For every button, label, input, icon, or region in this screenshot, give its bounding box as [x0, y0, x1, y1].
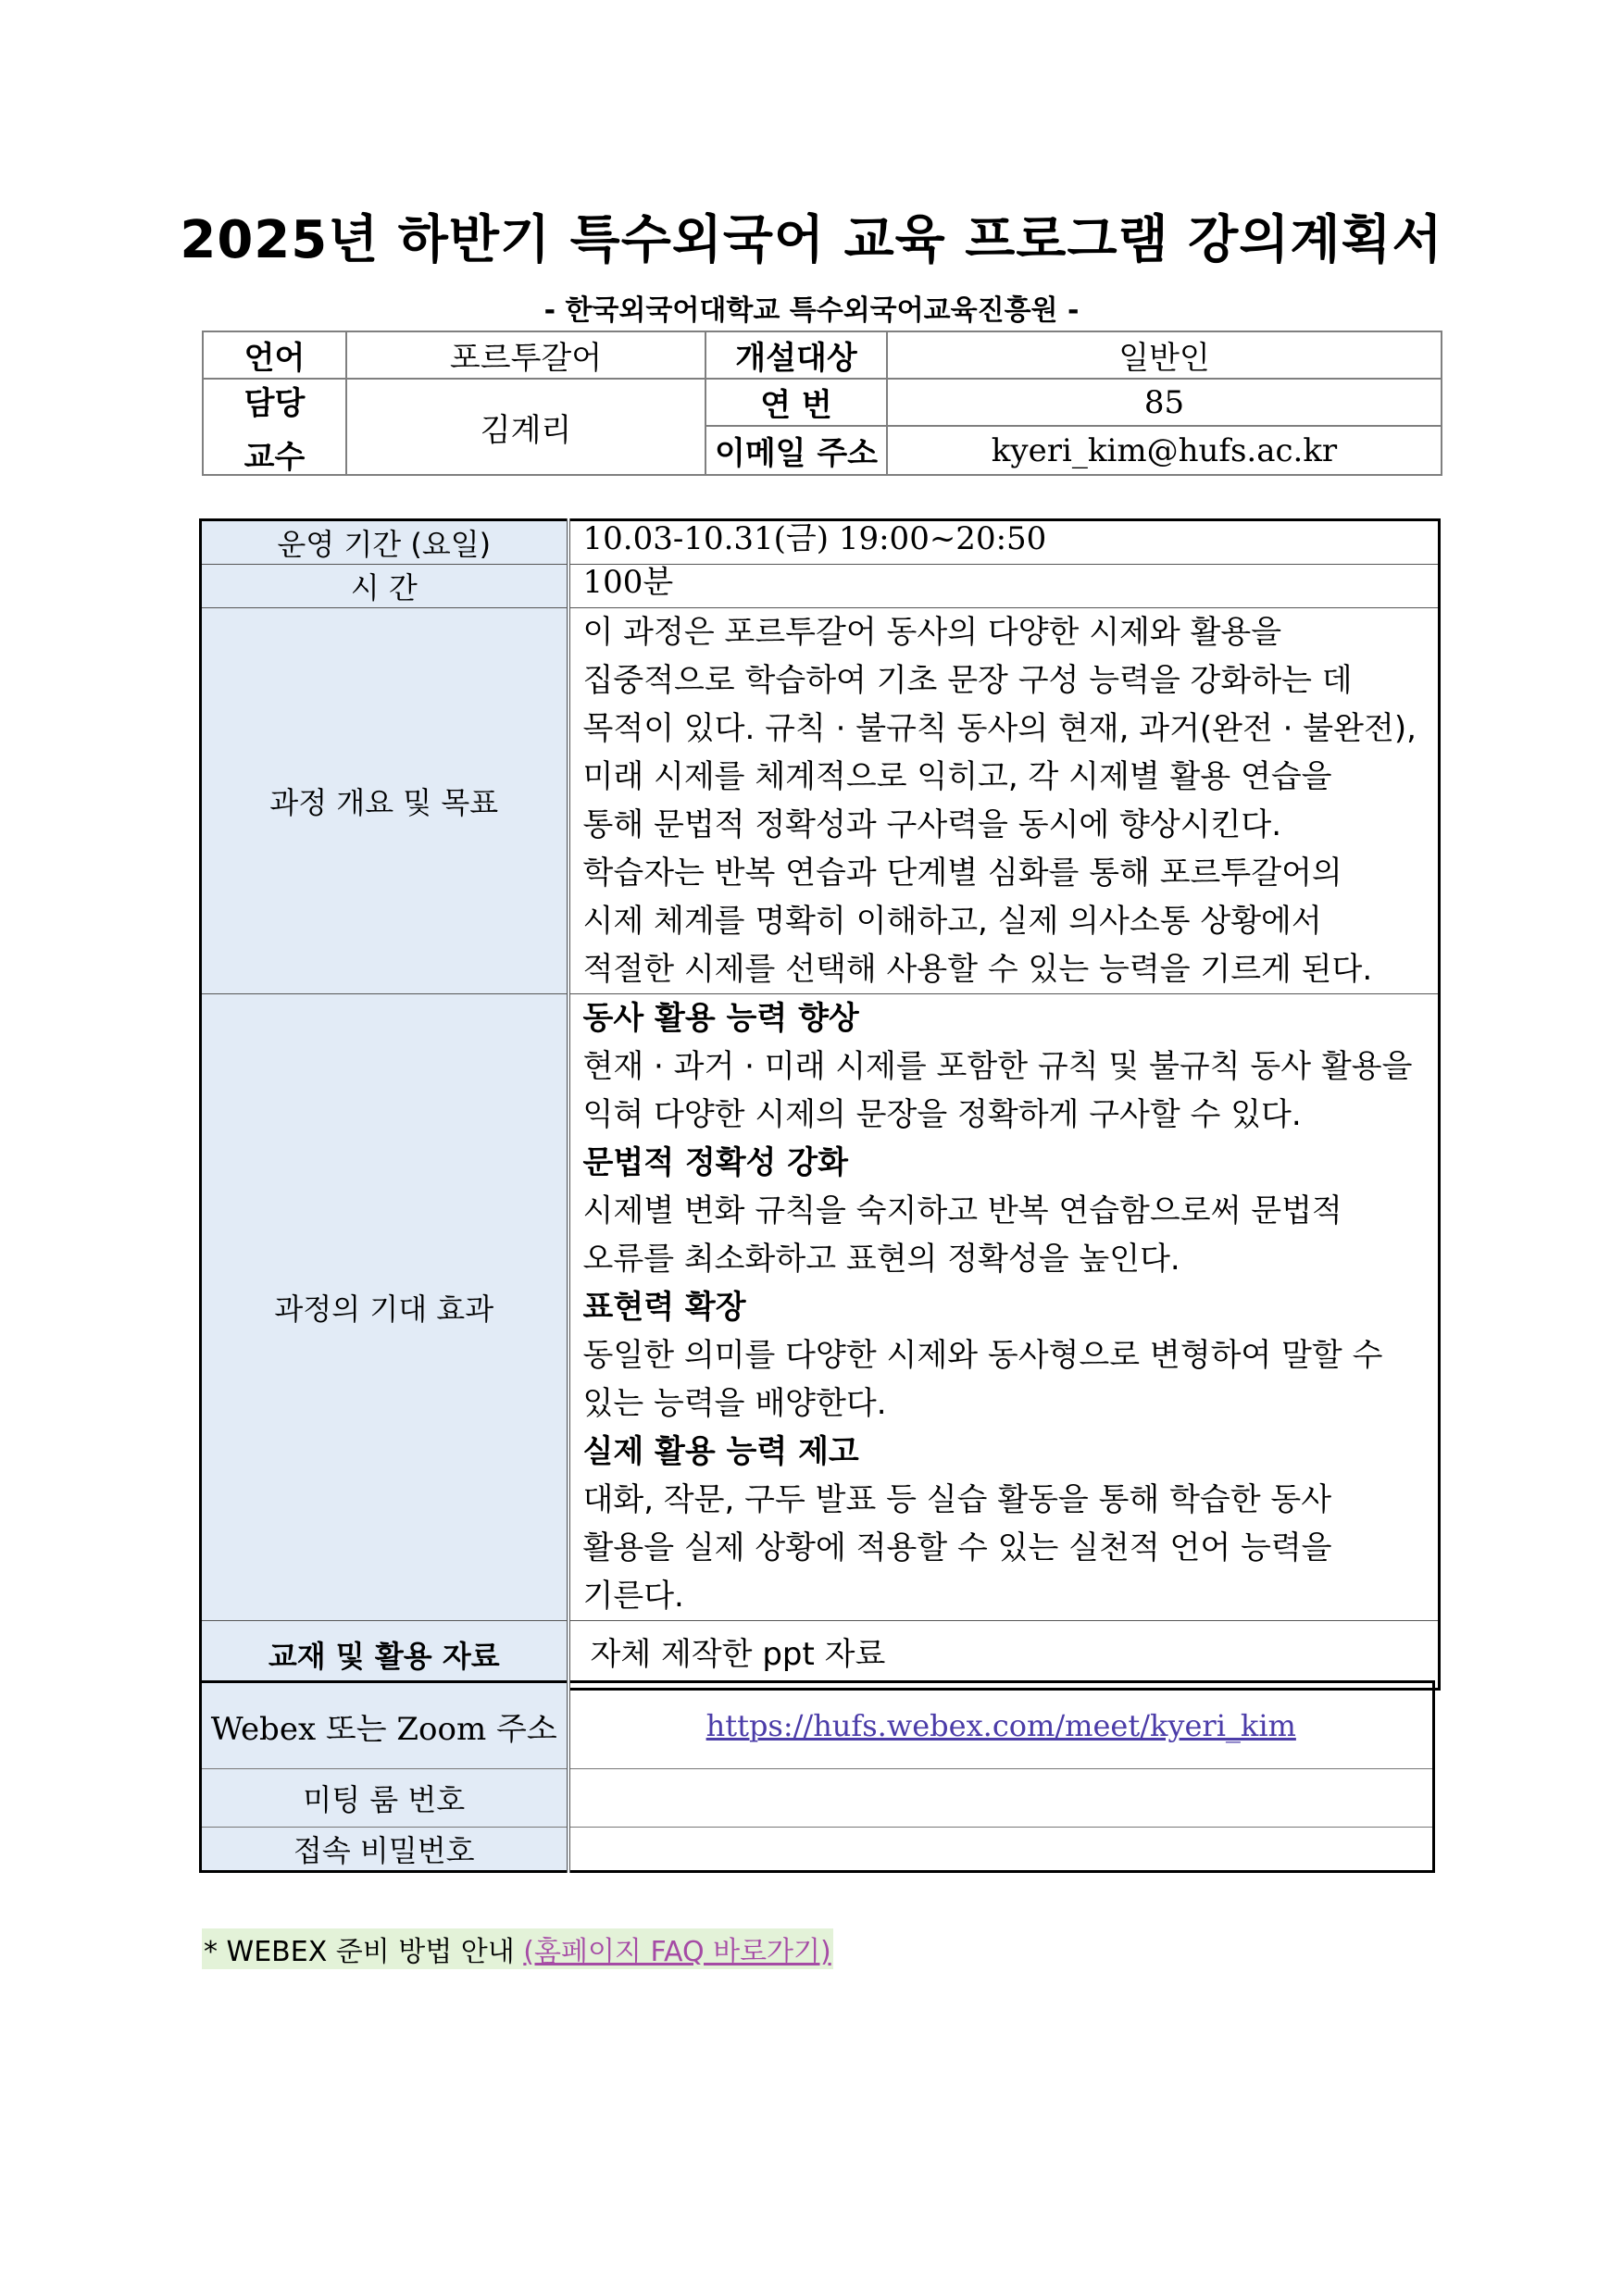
time-label: 시 간 — [201, 565, 568, 608]
target-value: 일반인 — [887, 331, 1442, 379]
materials-value: 자체 제작한 ppt 자료 — [568, 1621, 1440, 1690]
overview-line: 적절한 시제를 선택해 사용할 수 있는 능력을 기르게 된다. — [582, 951, 1373, 988]
page-title: 2025년 하반기 특수외국어 교육 프로그램 강의계획서 — [180, 210, 1443, 270]
number-value: 85 — [887, 379, 1442, 426]
professor-label-line-1: 담당 — [243, 385, 306, 422]
professor-label-line-2: 교수 — [243, 439, 306, 476]
time-value: 100분 — [568, 565, 1440, 608]
period-label: 운영 기간 (요일) — [201, 520, 568, 565]
faq-link[interactable]: (홈페이지 FAQ 바로가기) — [523, 1936, 831, 1968]
professor-label — [203, 379, 346, 475]
effects-text — [568, 994, 1440, 1621]
effect-heading: 실제 활용 능력 제고 — [582, 1433, 859, 1470]
overview-line: 이 과정은 포르투갈어 동사의 다양한 시제와 활용을 — [582, 614, 1282, 651]
number-label: 연 번 — [705, 379, 887, 426]
effect-line: 있는 능력을 배양한다. — [582, 1385, 887, 1422]
address-value — [568, 1682, 1434, 1769]
overview-line: 목적이 있다. 규칙 · 불규칙 동사의 현재, 과거(완전 · 불완전), — [582, 710, 1417, 747]
effects-label: 과정의 기대 효과 — [201, 994, 568, 1621]
effect-line: 현재 · 과거 · 미래 시제를 포함한 규칙 및 불규칙 동사 활용을 — [582, 1048, 1413, 1085]
language-label: 언어 — [203, 331, 346, 379]
password-value — [568, 1828, 1434, 1872]
note-text: * WEBEX 준비 방법 안내 — [204, 1936, 524, 1968]
password-label: 접속 비밀번호 — [201, 1828, 568, 1872]
overview-line: 통해 문법적 정확성과 구사력을 동시에 향상시킨다. — [582, 806, 1282, 843]
effect-heading: 문법적 정확성 강화 — [582, 1144, 848, 1181]
effect-heading: 동사 활용 능력 향상 — [582, 1000, 859, 1037]
effect-line: 기른다. — [582, 1578, 684, 1615]
info-table — [202, 331, 1442, 476]
room-value — [568, 1769, 1434, 1828]
effect-line: 오류를 최소화하고 표현의 정확성을 높인다. — [582, 1241, 1180, 1278]
page-subtitle: - 한국외국어대학교 특수외국어교육진흥원 - — [543, 294, 1080, 327]
room-label: 미팅 룸 번호 — [201, 1769, 568, 1828]
effect-line: 시제별 변화 규칙을 숙지하고 반복 연습함으로써 문법적 — [582, 1192, 1342, 1229]
professor-value: 김계리 — [346, 379, 705, 475]
overview-line: 시제 체계를 명확히 이해하고, 실제 의사소통 상황에서 — [582, 903, 1322, 940]
overview-text — [568, 608, 1440, 994]
online-table — [199, 1680, 1435, 1873]
language-value: 포르투갈어 — [346, 331, 705, 379]
overview-line: 학습자는 반복 연습과 단계별 심화를 통해 포르투갈어의 — [582, 855, 1342, 892]
effect-line: 익혀 다양한 시제의 문장을 정확하게 구사할 수 있다. — [582, 1096, 1302, 1133]
effect-heading: 표현력 확장 — [582, 1289, 746, 1326]
overview-line: 미래 시제를 체계적으로 익히고, 각 시제별 활용 연습을 — [582, 758, 1332, 795]
effect-line: 동일한 의미를 다양한 시제와 동사형으로 변형하여 말할 수 — [582, 1337, 1383, 1374]
address-label: Webex 또는 Zoom 주소 — [201, 1682, 568, 1769]
webex-note — [202, 1928, 833, 1969]
effect-line: 대화, 작문, 구두 발표 등 실습 활동을 통해 학습한 동사 — [582, 1481, 1332, 1518]
materials-label: 교재 및 활용 자료 — [201, 1621, 568, 1690]
overview-label: 과정 개요 및 목표 — [201, 608, 568, 994]
email-label: 이메일 주소 — [705, 426, 887, 475]
period-value: 10.03-10.31(금) 19:00~20:50 — [568, 520, 1440, 565]
course-table — [199, 518, 1441, 1691]
overview-line: 집중적으로 학습하여 기초 문장 구성 능력을 강화하는 데 — [582, 662, 1353, 699]
email-value[interactable]: kyeri_kim@hufs.ac.kr — [887, 426, 1442, 475]
webex-link[interactable]: https://hufs.webex.com/meet/kyeri_kim — [705, 1708, 1296, 1743]
effect-line: 활용을 실제 상황에 적용할 수 있는 실천적 언어 능력을 — [582, 1529, 1332, 1566]
target-label: 개설대상 — [705, 331, 887, 379]
